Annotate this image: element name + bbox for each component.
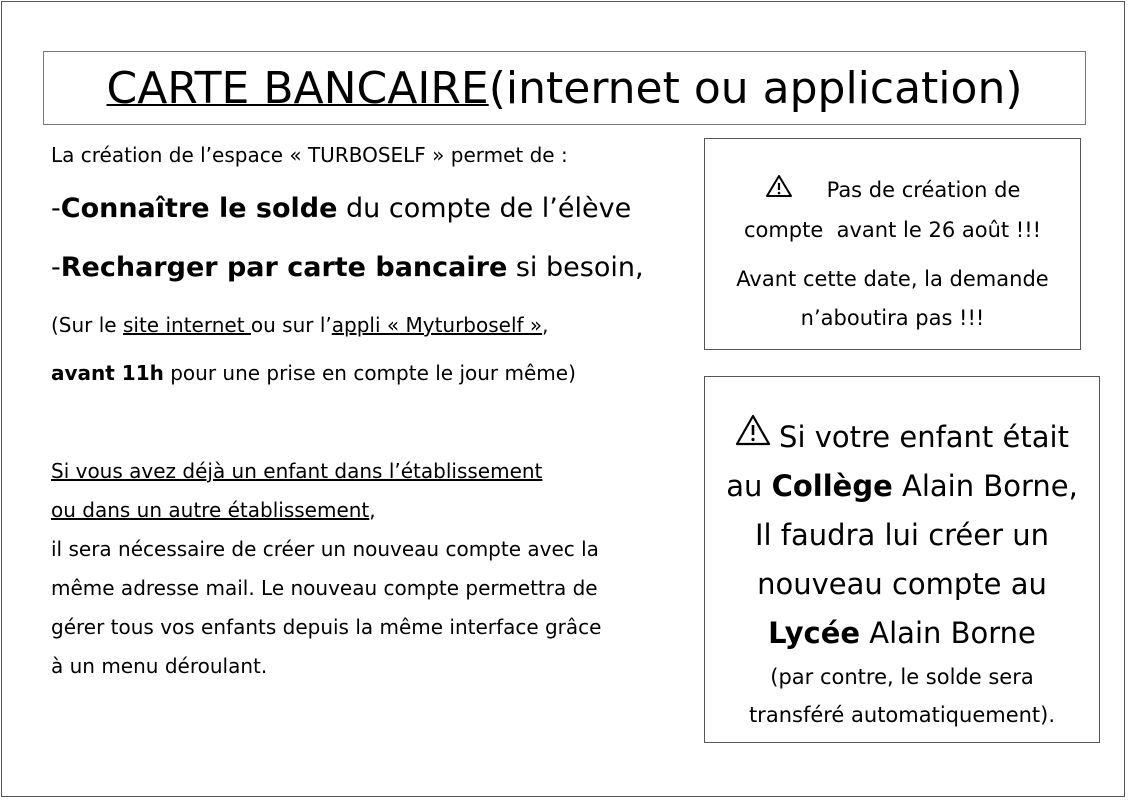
college-box xyxy=(704,376,1100,743)
warning-text-1: Pas de création de xyxy=(826,178,1021,202)
item1-bold: Connaître le solde xyxy=(60,193,338,224)
title-underlined: CARTE BANCAIRE xyxy=(106,62,489,114)
body-line-4: à un menu déroulant. xyxy=(51,654,268,678)
deadline-line xyxy=(51,361,576,385)
item-know-balance xyxy=(51,193,631,224)
note-mid: ou sur l’ xyxy=(250,313,332,337)
sibling-line-2-text: ou dans un autre établissement xyxy=(51,498,370,522)
warning-line-4: n’aboutira pas !!! xyxy=(800,305,985,330)
college-line-2 xyxy=(705,462,1099,511)
warning-line-2: compte avant le 26 août !!! xyxy=(743,217,1042,242)
college-line-2-pre: au xyxy=(726,469,772,503)
warning-line-1 xyxy=(705,171,1080,211)
body-line-2: même adresse mail. Le nouveau compte permettra de xyxy=(51,576,598,600)
item-recharge xyxy=(51,252,644,283)
site-internet-link[interactable]: site internet xyxy=(122,313,251,337)
sibling-line-2 xyxy=(51,498,376,522)
body-line-3: gérer tous vos enfants depuis la même interface grâce xyxy=(51,615,602,639)
deadline-bold: avant 11h xyxy=(51,361,164,385)
item1-rest: du compte de l’élève xyxy=(337,193,632,224)
college-line-6: (par contre, le solde sera xyxy=(770,665,1034,689)
title-rest: (internet ou application) xyxy=(488,62,1023,114)
college-line-4: nouveau compte au xyxy=(757,567,1047,601)
sibling-comma: , xyxy=(369,498,376,522)
page-title xyxy=(43,51,1086,125)
warning-box xyxy=(704,138,1081,350)
college-line-5-rest: Alain Borne xyxy=(860,616,1036,650)
deadline-rest: pour une prise en compte le jour même) xyxy=(163,361,576,385)
note-end: , xyxy=(542,313,549,337)
sibling-line-1: Si vous avez déjà un enfant dans l’établissement xyxy=(51,459,543,483)
college-line-2-bold: Collège xyxy=(771,469,893,503)
note-open: (Sur le xyxy=(51,313,123,337)
warning-icon xyxy=(735,412,771,461)
college-line-2-rest: Alain Borne, xyxy=(892,469,1078,503)
college-line-3: Il faudra lui créer un xyxy=(754,518,1050,552)
college-line-7: transféré automatiquement). xyxy=(748,703,1056,727)
item2-rest: si besoin, xyxy=(507,252,644,283)
warning-icon xyxy=(765,172,793,211)
body-line-1: il sera nécessaire de créer un nouveau compte avec la xyxy=(51,537,599,561)
college-line-1 xyxy=(705,413,1099,462)
item2-dash: - xyxy=(51,252,61,283)
intro-text: La création de l’espace « TURBOSELF » permet de : xyxy=(51,143,568,167)
item1-dash: - xyxy=(51,193,61,224)
college-text-1: Si votre enfant était xyxy=(779,420,1069,454)
warning-line-3: Avant cette date, la demande xyxy=(736,266,1049,291)
college-line-5-bold: Lycée xyxy=(768,616,861,650)
appli-myturboself-link[interactable]: appli « Myturboself » xyxy=(331,313,543,337)
note-line xyxy=(51,313,549,337)
college-line-5 xyxy=(705,609,1099,658)
item2-bold: Recharger par carte bancaire xyxy=(60,252,508,283)
